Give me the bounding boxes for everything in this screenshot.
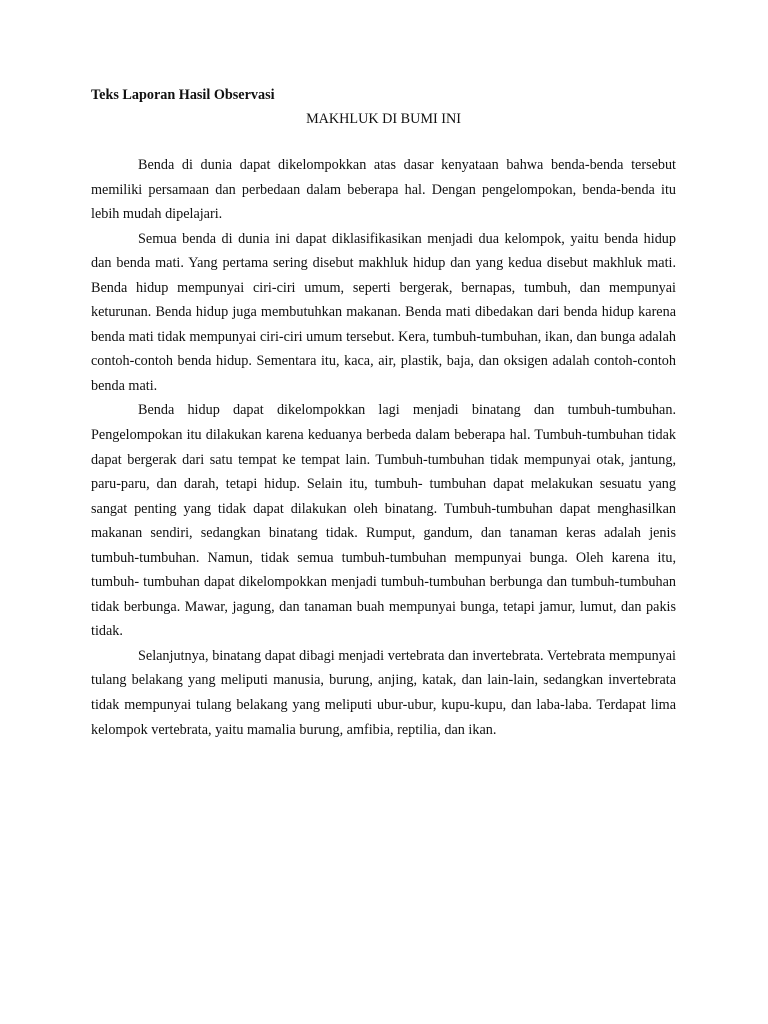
document-title: MAKHLUK DI BUMI INI [306, 111, 461, 127]
document-body [91, 83, 676, 742]
paragraph-3: Benda hidup dapat dikelompokkan lagi menjadi binatang dan tumbuh-tumbuhan. Pengelompokan itu dilakukan karena keduanya berbeda dalam beberapa hal. Tumbuh-tumbuhan tidak dapat bergerak dari satu tempat ke tempat lain. Tumbuh-tumbuhan tidak mempunyai otak, jantung, paru-paru, dan darah, tetapi hidup. Selain itu, tumbuh- tumbuhan dapat melakukan sesuatu yang sangat penting yang tidak dapat dilakukan oleh binatang. Tumbuh-tumbuhan dapat menghasilkan makanan sendiri, sedangkan binatang tidak. Rumput, gandum, dan tanaman keras adalah jenis tumbuh-tumbuhan. Namun, tidak semua tumbuh-tumbuhan mempunyai bunga. Oleh karena itu, tumbuh- tumbuhan dapat dikelompokkan menjadi tumbuh-tumbuhan berbunga dan tumbuh-tumbuhan tidak berbunga. Mawar, jagung, dan tanaman buah mempunyai bunga, tetapi jamur, lumut, dan pakis tidak. [91, 402, 676, 640]
document-label: Teks Laporan Hasil Observasi [91, 87, 275, 103]
paragraph-1: Benda di dunia dapat dikelompokkan atas dasar kenyataan bahwa benda-benda tersebut memiliki persamaan dan perbedaan dalam beberapa hal. Dengan pengelompokan, benda-benda itu lebih mudah dipelajari. [91, 157, 676, 223]
paragraph-2: Semua benda di dunia ini dapat diklasifikasikan menjadi dua kelompok, yaitu benda hidup dan benda mati. Yang pertama sering disebut makhluk hidup dan yang kedua disebut makhluk mati. Benda hidup mempunyai ciri-ciri umum, seperti bergerak, bernapas, tumbuh, dan mempunyai keturunan. Benda hidup juga membutuhkan makanan. Benda mati dibedakan dari benda hidup karena benda mati tidak mempunyai ciri-ciri umum tersebut. Kera, tumbuh-tumbuhan, ikan, dan bunga adalah contoh-contoh benda hidup. Sementara itu, kaca, air, plastik, baja, dan oksigen adalah contoh-contoh benda mati. [91, 230, 676, 394]
paragraph-4: Selanjutnya, binatang dapat dibagi menjadi vertebrata dan invertebrata. Vertebrata mempunyai tulang belakang yang meliputi manusia, burung, anjing, katak, dan lain-lain, sedangkan invertebrata tidak mempunyai tulang belakang yang meliputi ubur-ubur, kupu-kupu, dan laba-laba. Terdapat lima kelompok vertebrata, yaitu mamalia burung, amfibia, reptilia, dan ikan. [91, 647, 676, 738]
